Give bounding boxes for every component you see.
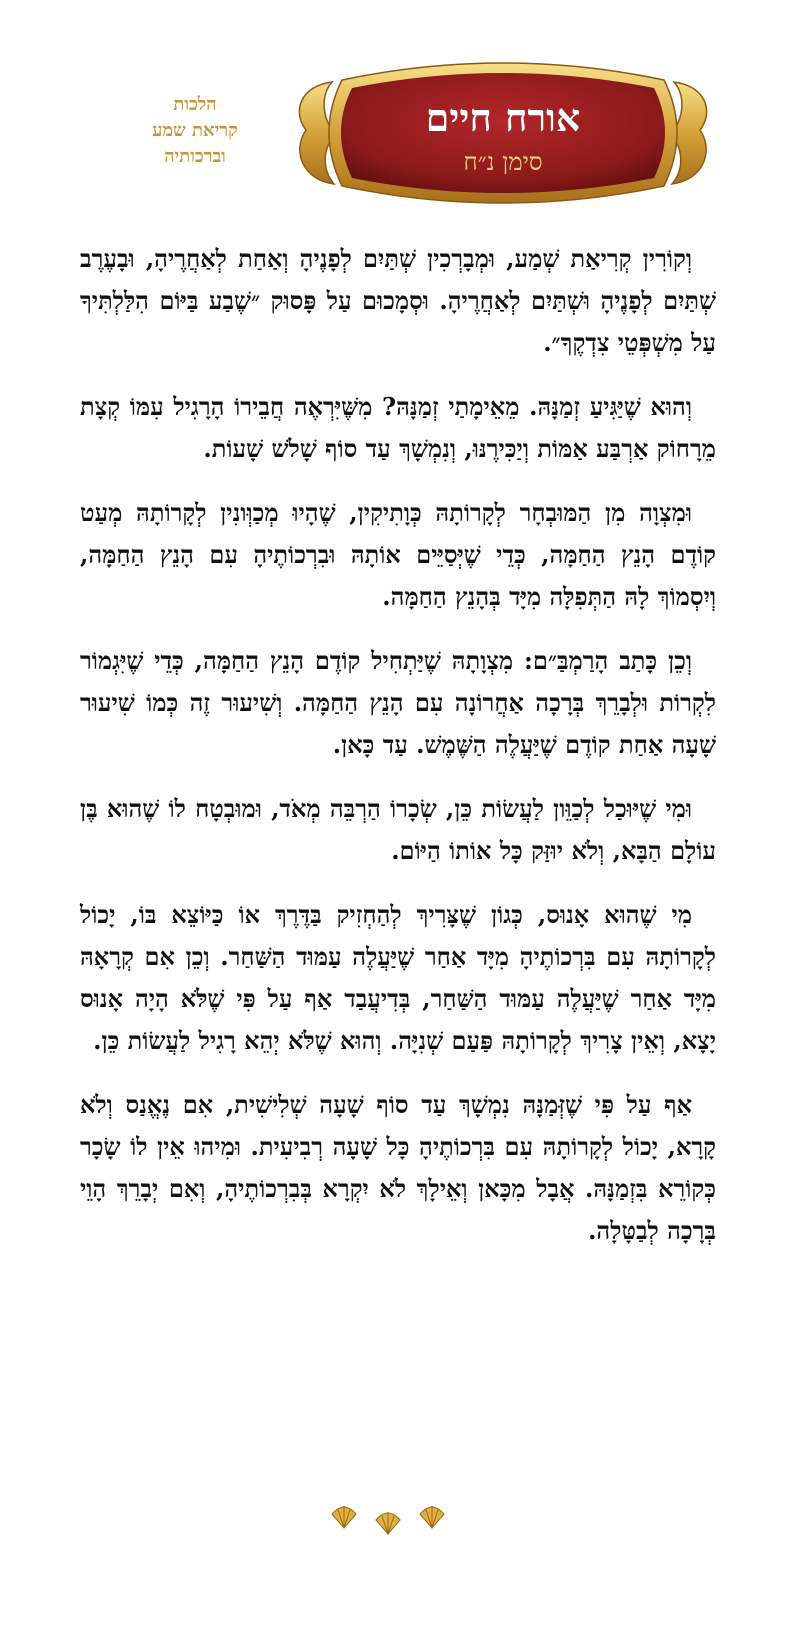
section-title-line-1: הלכות (173, 94, 217, 115)
header-banner (292, 52, 714, 212)
paragraph: וּמִצְוָה מִן הַמּוּבְחָר לְקָרוֹתָהּ כְּוָתִיקִין, שֶׁהָיוּ מְכַוְּונִין לְקָרוֹתָהּ מְעַט קוֹדֶם הָנֵץ הַחַמָּה, כְּדֵי שֶׁיְּסַיֵּים אוֹתָהּ וּבִרְכוֹתֶיהָ עִם הָנֵץ הַחַמָּה, וְיִסְמוֹךְ לָהּ הַתְּפִלָּה מִיָּד בְּהָנֵץ הַחַמָּה. (80, 498, 716, 611)
paragraph: מִי שֶׁהוּא אָנוּס, כְּגוֹן שֶׁצָּרִיךְ לְהַחְזִיק בַּדֶּרֶךְ אוֹ כַּיּוֹצֵא בּוֹ, יָכוֹל לְקָרוֹתָהּ עִם בִּרְכוֹתֶיהָ מִיָּד אַחַר שֶׁיַּעֲלֶה עַמּוּד הַשַּׁחַר. וְכֵן אִם קְרָאָהּ מִיָּד אַחַר שֶׁיַּעֲלֶה עַמּוּד הַשַּׁחַר, בְּדִיעֲבַד אַף עַל פִּי שֶׁלֹּא הָיָה אָנוּס יָצָא, וְאֵין צָרִיךְ לְקָרוֹתָהּ פַּעַם שְׁנִיָּה. וְהוּא שֶׁלֹּא יְהֵא רָגִיל לַעֲשׂוֹת כֵּן. (80, 900, 716, 1055)
banner-subtitle: סימן נ״ח (463, 148, 543, 176)
section-title (120, 92, 270, 170)
paragraph: וְקוֹרִין קְרִיאַת שְׁמַע, וּמְבָרְכִין שְׁתַּיִם לְפָנֶיהָ וְאַחַת לְאַחֲרֶיהָ, וּבָעֶרֶב שְׁתַּיִם לְפָנֶיהָ וּשְׁתַּיִם לְאַחֲרֶיהָ. וּסְמָכוּם עַל פָּסוּק ״שֶׁבַע בַּיּוֹם הִלַּלְתִּיךָ עַל מִשְׁפְּטֵי צִדְקֶךָ״. (80, 244, 716, 357)
paragraph: וְהוּא שֶׁיַּגִּיעַ זְמַנָּהּ. מֵאֵימָתַי זְמַנָּהּ? מִשֶּׁיִּרְאֶה חֲבֵירוֹ הָרָגִיל עִמּוֹ קְצָת מֵרָחוֹק אַרְבַּע אַמּוֹת וְיַכִּירֶנּוּ, וְנִמְשָׁךְ עַד סוֹף שָׁלֹשׁ שָׁעוֹת. (80, 392, 716, 463)
shell-icon (328, 1500, 360, 1532)
paragraph: וּמִי שֶׁיּוּכַל לְכַוֵּון לַעֲשׂוֹת כֵּן, שְׂכָרוֹ הַרְבֵּה מְאֹד, וּמוּבְטָח לוֹ שֶׁהוּא בֶּן עוֹלָם הַבָּא, וְלֹא יוּזַּק כָּל אוֹתוֹ הַיּוֹם. (80, 794, 716, 865)
halacha-text (80, 238, 716, 1274)
paragraph: וְכֵן כָּתַב הָרַמְבַּ״ם: מִצְוָתָהּ שֶׁיַּתְחִיל קוֹדֶם הָנֵץ הַחַמָּה, כְּדֵי שֶׁיִּגְמוֹר לִקְרוֹת וּלְבָרֵךְ בְּרָכָה אַחֲרוֹנָה עִם הָנֵץ הַחַמָּה. וְשִׁיעוּר זֶה כְּמוֹ שִׁיעוּר שָׁעָה אַחַת קוֹדֶם שֶׁיַּעֲלֶה הַשֶּׁמֶשׁ. עַד כָּאן. (80, 646, 716, 759)
shell-ornament-icon (328, 1500, 448, 1540)
shell-icon (416, 1500, 448, 1532)
paragraph: אַף עַל פִּי שֶׁזְּמַנָּהּ נִמְשָׁךְ עַד סוֹף שָׁעָה שְׁלִישִׁית, אִם נֶאֱנַס וְלֹא קָרָא, יָכוֹל לְקָרוֹתָהּ עִם בִּרְכוֹתֶיהָ כָּל שָׁעָה רְבִיעִית. וּמִיהוּ אֵין לוֹ שָׂכָר כְּקוֹרֵא בִּזְמַנָּהּ. אֲבָל מִכָּאן וְאֵילָךְ לֹא יִקְרָא בְּבִרְכוֹתֶיהָ, וְאִם יְבָרֵךְ הָוֵי בְּרָכָה לְבַטָּלָה. (80, 1090, 716, 1245)
banner-title: אורח חיים (425, 95, 581, 140)
section-title-line-3: וברכותיה (164, 146, 226, 167)
shell-icon (372, 1506, 404, 1538)
section-title-line-2: קריאת שמע (152, 120, 238, 141)
